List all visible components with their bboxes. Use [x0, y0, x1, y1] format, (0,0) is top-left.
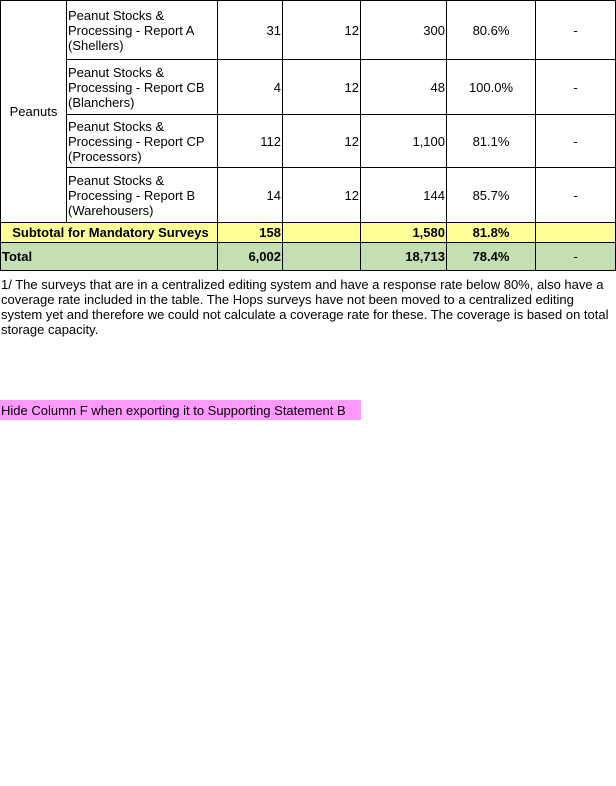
responses-cell: 1,100 — [361, 115, 447, 168]
reporting-units-cell: 112 — [218, 115, 283, 168]
subtotal-label: Subtotal for Mandatory Surveys — [1, 223, 218, 243]
frequency-cell: 12 — [283, 168, 361, 223]
responses-cell: 144 — [361, 168, 447, 223]
subtotal-reporting-units: 158 — [218, 223, 283, 243]
survey-name-cell: Peanut Stocks & Processing - Report CB (Blanchers) — [67, 60, 218, 115]
column-f-cell: - — [536, 115, 616, 168]
total-label: Total — [1, 243, 218, 271]
table-row — [1, 1, 616, 60]
survey-name-cell: Peanut Stocks & Processing - Report A (Shellers) — [67, 1, 218, 60]
coverage-footnote: 1/ The surveys that are in a centralized editing system and have a response rate below 80%, also have a coverage rate included in the table. The Hops surveys have not been moved to a centralized editing system yet and therefore we could not calculate a coverage rate for these. The coverage is based on total storage capacity. — [1, 277, 609, 337]
table-row — [1, 168, 616, 223]
group-label-cell: Peanuts — [1, 1, 67, 223]
reporting-units-cell: 31 — [218, 1, 283, 60]
subtotal-frequency — [283, 223, 361, 243]
subtotal-responses: 1,580 — [361, 223, 447, 243]
frequency-cell: 12 — [283, 60, 361, 115]
reporting-units-cell: 4 — [218, 60, 283, 115]
frequency-cell: 12 — [283, 1, 361, 60]
coverage-cell: 80.6% — [447, 1, 536, 60]
coverage-cell: 81.1% — [447, 115, 536, 168]
subtotal-column-f — [536, 223, 616, 243]
total-responses: 18,713 — [361, 243, 447, 271]
total-reporting-units: 6,002 — [218, 243, 283, 271]
hide-column-note: Hide Column F when exporting it to Supporting Statement B — [0, 400, 361, 420]
table-row — [1, 60, 616, 115]
total-column-f: - — [536, 243, 616, 271]
column-f-cell: - — [536, 60, 616, 115]
coverage-cell: 85.7% — [447, 168, 536, 223]
total-frequency — [283, 243, 361, 271]
column-f-cell: - — [536, 168, 616, 223]
table-row — [1, 115, 616, 168]
total-coverage: 78.4% — [447, 243, 536, 271]
coverage-cell: 100.0% — [447, 60, 536, 115]
total-row — [1, 243, 616, 271]
column-f-cell: - — [536, 1, 616, 60]
survey-name-cell: Peanut Stocks & Processing - Report CP (Processors) — [67, 115, 218, 168]
reporting-units-cell: 14 — [218, 168, 283, 223]
responses-cell: 300 — [361, 1, 447, 60]
subtotal-row — [1, 223, 616, 243]
survey-table — [0, 0, 616, 271]
frequency-cell: 12 — [283, 115, 361, 168]
responses-cell: 48 — [361, 60, 447, 115]
survey-name-cell: Peanut Stocks & Processing - Report B (Warehousers) — [67, 168, 218, 223]
subtotal-coverage: 81.8% — [447, 223, 536, 243]
